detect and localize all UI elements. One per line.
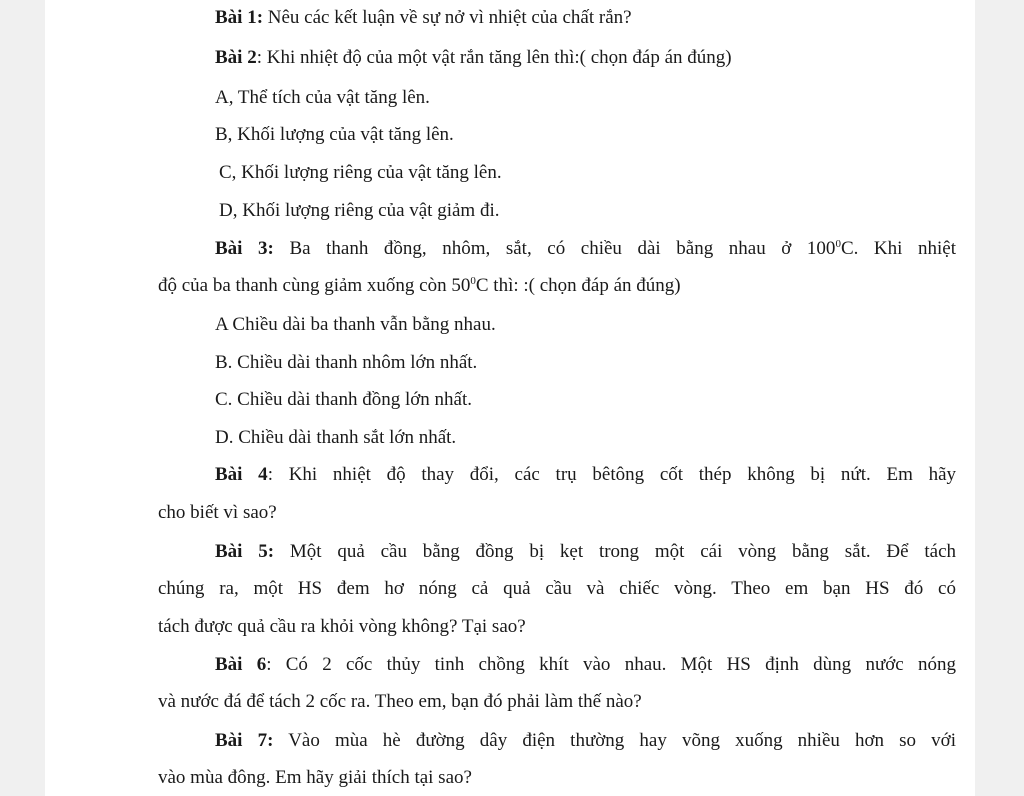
bai5-text-1: Một quả cầu bằng đồng bị kẹt trong một cái vòng bằng sắt. Để tách	[289, 541, 957, 562]
bai3-degree-1: 0	[835, 238, 841, 250]
bai6-line1	[215, 653, 956, 677]
bai5-line2: chúng ra, một HS đem hơ nóng cả quả cầu và chiếc vòng. Theo em bạn HS đó có	[158, 578, 956, 599]
bai7-text-1: Vào mùa hè đường dây điện thường hay võng xuống nhiều hơn so với	[288, 730, 957, 751]
bai3-text-b: C. Khi nhiệt	[840, 238, 957, 259]
bai7-line1	[215, 729, 956, 753]
bai3-option-b: B. Chiều dài thanh nhôm lớn nhất.	[215, 352, 478, 373]
bai3-option-d: D. Chiều dài thanh sắt lớn nhất.	[215, 427, 457, 448]
bai4-line1	[215, 463, 956, 487]
bai1-text: Nêu các kết luận về sự nở vì nhiệt của chất rắn?	[267, 7, 632, 28]
bai2-option-b: B, Khối lượng của vật tăng lên.	[215, 124, 454, 145]
document-page	[45, 0, 975, 796]
bai6-label: Bài 6	[215, 654, 267, 675]
bai2-text: : Khi nhiệt độ của một vật rắn tăng lên thì:( chọn đáp án đúng)	[256, 47, 732, 68]
bai3-line2-a: độ của ba thanh cùng giảm xuống còn 50	[158, 275, 471, 296]
bai2-option-c: C, Khối lượng riêng của vật tăng lên.	[219, 162, 502, 183]
bai3-line1	[215, 237, 956, 261]
bai4-line2: cho biết vì sao?	[158, 502, 277, 523]
bai6-text-1: : Có 2 cốc thủy tinh chồng khít vào nhau. Một HS định dùng nước nóng	[266, 654, 956, 675]
bai7-line2: vào mùa đông. Em hãy giải thích tại sao?	[158, 767, 472, 788]
bai5-line3: tách được quả cầu ra khỏi vòng không? Tại sao?	[158, 616, 526, 637]
bai1-line	[215, 6, 632, 30]
bai3-option-a: A Chiều dài ba thanh vẫn bằng nhau.	[215, 314, 496, 335]
bai4-text-1: : Khi nhiệt độ thay đổi, các trụ bêtông cốt thép không bị nứt. Em hãy	[267, 464, 957, 485]
bai1-label: Bài 1:	[215, 7, 264, 28]
bai3-label: Bài 3:	[215, 238, 274, 259]
bai3-line2-b: C thì: :( chọn đáp án đúng)	[475, 275, 681, 296]
bai7-label: Bài 7:	[215, 730, 274, 751]
bai5-line1	[215, 540, 956, 564]
bai3-text-a: Ba thanh đồng, nhôm, sắt, có chiều dài bằng nhau ở 100	[289, 238, 836, 259]
bai6-line2: và nước đá để tách 2 cốc ra. Theo em, bạn đó phải làm thế nào?	[158, 691, 642, 712]
bai5-label: Bài 5:	[215, 541, 275, 562]
bai2-option-a: A, Thể tích của vật tăng lên.	[215, 87, 430, 108]
bai2-line	[215, 46, 732, 70]
bai4-label: Bài 4	[215, 464, 268, 485]
bai3-option-c: C. Chiều dài thanh đồng lớn nhất.	[215, 389, 473, 410]
bai3-line2	[158, 274, 681, 298]
bai2-label: Bài 2	[215, 47, 257, 68]
bai2-option-d: D, Khối lượng riêng của vật giảm đi.	[219, 200, 500, 221]
bai3-degree-2: 0	[470, 275, 476, 287]
